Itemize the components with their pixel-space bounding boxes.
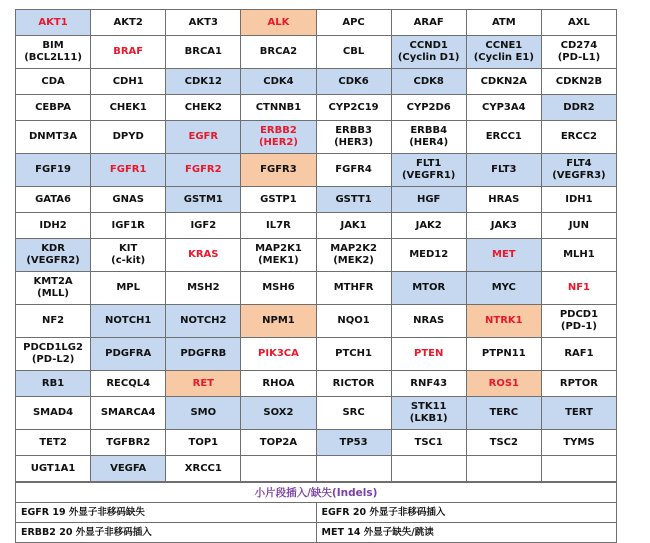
gene-name: SRC <box>342 407 365 418</box>
indel-item: EGFR 20 外显子非移码插入 <box>316 503 617 523</box>
gene-cell <box>91 121 166 154</box>
gene-cell <box>91 338 166 371</box>
gene-cell <box>241 338 316 371</box>
gene-name: AXL <box>568 16 590 28</box>
gene-name: TERT <box>565 407 593 418</box>
gene-alias: (VEGFR3) <box>552 170 606 181</box>
gene-cell <box>316 239 391 272</box>
gene-cell <box>541 430 616 456</box>
gene-cell <box>541 305 616 338</box>
gene-cell <box>316 36 391 69</box>
gene-cell <box>466 95 541 121</box>
gene-cell <box>391 36 466 69</box>
gene-row <box>16 338 617 371</box>
gene-cell <box>241 305 316 338</box>
gene-name: JAK3 <box>490 219 517 231</box>
gene-name: PDCD1 <box>559 309 599 320</box>
gene-name: TGFBR2 <box>106 436 151 448</box>
gene-name: CDKN2B <box>555 75 603 87</box>
gene-cell <box>16 121 91 154</box>
gene-cell <box>16 456 91 482</box>
gene-name: ERBB3 <box>335 125 372 136</box>
empty-cell <box>541 456 616 482</box>
gene-cell <box>166 36 241 69</box>
gene-cell <box>316 213 391 239</box>
gene-row <box>16 305 617 338</box>
gene-cell <box>166 397 241 430</box>
gene-name: GSTM1 <box>183 193 223 205</box>
gene-cell <box>16 338 91 371</box>
gene-cell <box>16 154 91 187</box>
gene-name: NF2 <box>41 315 65 326</box>
indel-item: ERBB2 20 外显子非移码插入 <box>16 523 317 543</box>
indel-row <box>16 503 617 523</box>
gene-name: FGFR4 <box>335 164 372 175</box>
gene-name: XRCC1 <box>184 462 222 474</box>
gene-cell <box>166 121 241 154</box>
gene-cell <box>241 430 316 456</box>
gene-cell <box>91 371 166 397</box>
gene-cell <box>16 430 91 456</box>
gene-alias: (MEK1) <box>258 255 299 266</box>
gene-name: MYC <box>491 282 516 293</box>
gene-cell <box>541 272 616 305</box>
gene-name: FLT3 <box>491 164 517 175</box>
gene-cell <box>316 121 391 154</box>
gene-cell <box>166 213 241 239</box>
gene-cell <box>16 213 91 239</box>
gene-cell <box>391 187 466 213</box>
gene-name: RPTOR <box>559 377 598 389</box>
gene-cell <box>16 272 91 305</box>
gene-cell <box>91 154 166 187</box>
gene-cell <box>166 95 241 121</box>
gene-name: AKT1 <box>38 16 68 28</box>
gene-alias: (PD-L1) <box>557 52 601 63</box>
gene-name: RHOA <box>262 377 295 389</box>
indel-item: EGFR 19 外显子非移码缺失 <box>16 503 317 523</box>
gene-name: DPYD <box>112 131 144 142</box>
gene-row <box>16 69 617 95</box>
gene-cell <box>541 95 616 121</box>
gene-cell <box>91 272 166 305</box>
gene-row <box>16 456 617 482</box>
gene-cell <box>466 121 541 154</box>
gene-alias: (HER3) <box>334 137 374 148</box>
gene-name: CDH1 <box>112 75 144 87</box>
gene-name: CCNE1 <box>485 40 523 51</box>
gene-name: TERC <box>489 407 519 418</box>
gene-name: GATA6 <box>35 193 72 205</box>
gene-name: PDGFRA <box>105 348 152 359</box>
gene-cell <box>316 69 391 95</box>
gene-row <box>16 154 617 187</box>
gene-name: SOX2 <box>263 407 294 418</box>
gene-cell <box>166 10 241 36</box>
gene-name: CBL <box>342 46 365 57</box>
gene-name: FLT4 <box>566 158 592 169</box>
gene-cell <box>16 305 91 338</box>
gene-cell <box>466 10 541 36</box>
gene-cell <box>91 213 166 239</box>
gene-name: TOP1 <box>188 436 219 448</box>
gene-row <box>16 239 617 272</box>
gene-name: MTOR <box>412 282 446 293</box>
gene-cell <box>91 36 166 69</box>
empty-cell <box>316 456 391 482</box>
gene-cell <box>166 187 241 213</box>
gene-name: NF1 <box>567 282 591 293</box>
gene-name: NTRK1 <box>485 315 523 326</box>
gene-name: NOTCH2 <box>180 315 227 326</box>
gene-name: MSH6 <box>262 282 295 293</box>
gene-name: SMAD4 <box>32 407 74 418</box>
gene-cell <box>91 95 166 121</box>
gene-cell <box>166 154 241 187</box>
gene-name: PIK3CA <box>258 348 299 359</box>
gene-name: RICTOR <box>332 377 375 389</box>
gene-name: SMARCA4 <box>100 407 156 418</box>
gene-cell <box>466 272 541 305</box>
gene-cell <box>541 371 616 397</box>
gene-name: ERBB2 <box>260 125 297 136</box>
gene-cell <box>166 272 241 305</box>
gene-name: KRAS <box>188 249 219 260</box>
gene-cell <box>466 371 541 397</box>
gene-name: HGF <box>416 193 441 205</box>
gene-name: NPM1 <box>262 315 295 326</box>
gene-cell <box>541 187 616 213</box>
gene-name: TYMS <box>563 436 595 448</box>
gene-name: CTNNB1 <box>255 101 302 113</box>
gene-cell <box>466 213 541 239</box>
gene-alias: (PD-L2) <box>31 354 75 365</box>
gene-name: NRAS <box>413 315 445 326</box>
gene-name: KDR <box>41 243 65 254</box>
gene-cell <box>466 305 541 338</box>
gene-row <box>16 397 617 430</box>
gene-cell <box>16 371 91 397</box>
gene-row <box>16 187 617 213</box>
gene-cell <box>541 154 616 187</box>
gene-cell <box>241 36 316 69</box>
gene-name: TET2 <box>39 436 67 448</box>
gene-cell <box>316 371 391 397</box>
gene-row <box>16 371 617 397</box>
gene-name: FLT1 <box>416 158 442 169</box>
gene-name: KIT <box>119 243 138 254</box>
gene-name: NQO1 <box>337 315 370 326</box>
gene-cell <box>16 10 91 36</box>
gene-cell <box>541 397 616 430</box>
gene-alias: (PD-1) <box>560 321 597 332</box>
gene-cell <box>91 305 166 338</box>
gene-cell <box>91 430 166 456</box>
gene-name: ARAF <box>413 16 444 28</box>
gene-cell <box>16 397 91 430</box>
gene-cell <box>391 154 466 187</box>
gene-cell <box>391 69 466 95</box>
empty-cell <box>241 456 316 482</box>
gene-cell <box>541 121 616 154</box>
gene-name: RNF43 <box>410 377 448 389</box>
gene-cell <box>241 272 316 305</box>
gene-name: KMT2A <box>33 276 73 287</box>
gene-name: RECQL4 <box>106 377 151 389</box>
gene-name: CDKN2A <box>480 75 528 87</box>
gene-name: CCND1 <box>409 40 448 51</box>
gene-cell <box>166 305 241 338</box>
gene-cell <box>541 338 616 371</box>
gene-cell <box>466 154 541 187</box>
gene-name: UGT1A1 <box>30 462 76 474</box>
gene-name: FGFR1 <box>109 164 147 175</box>
gene-name: RET <box>192 377 214 389</box>
indel-title-row <box>16 483 617 503</box>
gene-name: AKT3 <box>188 16 218 28</box>
gene-name: MTHFR <box>333 282 374 293</box>
gene-cell <box>241 121 316 154</box>
gene-name: PTPN11 <box>481 348 526 359</box>
gene-name: BRCA1 <box>184 46 222 57</box>
gene-cell <box>391 397 466 430</box>
gene-cell <box>241 69 316 95</box>
gene-name: MAP2K2 <box>330 243 377 254</box>
gene-cell <box>91 69 166 95</box>
gene-alias: (Cyclin E1) <box>473 52 534 63</box>
gene-name: TSC1 <box>414 436 443 448</box>
gene-name: ERBB4 <box>410 125 448 136</box>
gene-name: IGF1R <box>111 219 145 231</box>
gene-cell <box>241 213 316 239</box>
gene-cell <box>166 430 241 456</box>
gene-cell <box>466 338 541 371</box>
gene-panel <box>15 9 617 543</box>
indel-item: MET 14 外显子缺失/跳读 <box>316 523 617 543</box>
gene-name: IDH1 <box>565 193 593 205</box>
gene-name: BRCA2 <box>259 46 298 57</box>
gene-name: DNMT3A <box>28 131 78 142</box>
gene-cell <box>316 305 391 338</box>
gene-name: PDGFRB <box>180 348 227 359</box>
gene-cell <box>541 213 616 239</box>
gene-name: CYP3A4 <box>482 101 526 113</box>
gene-name: RAF1 <box>564 348 594 359</box>
gene-name: IL7R <box>266 219 291 231</box>
gene-cell <box>391 371 466 397</box>
gene-name: HRAS <box>488 193 520 205</box>
gene-cell <box>316 187 391 213</box>
gene-cell <box>316 272 391 305</box>
gene-name: TOP2A <box>259 436 298 448</box>
gene-cell <box>166 371 241 397</box>
gene-cell <box>91 187 166 213</box>
gene-alias: (VEGFR2) <box>26 255 80 266</box>
gene-name: JAK1 <box>340 219 367 231</box>
gene-row <box>16 10 617 36</box>
gene-name: MLH1 <box>563 249 595 260</box>
gene-cell <box>391 121 466 154</box>
gene-cell <box>316 430 391 456</box>
gene-name: CDK8 <box>413 75 444 87</box>
gene-name: ATM <box>491 16 516 28</box>
gene-name: MPL <box>116 282 141 293</box>
gene-cell <box>91 397 166 430</box>
gene-cell <box>466 239 541 272</box>
gene-name: PTCH1 <box>335 348 372 359</box>
gene-name: SMO <box>190 407 217 418</box>
gene-name: IDH2 <box>39 219 67 231</box>
gene-name: FGFR3 <box>260 164 297 175</box>
gene-alias: (LKB1) <box>409 413 448 424</box>
gene-name: MET <box>492 249 516 260</box>
gene-name: AKT2 <box>113 16 143 28</box>
gene-cell <box>241 239 316 272</box>
gene-name: CHEK1 <box>109 101 147 113</box>
gene-cell <box>391 213 466 239</box>
gene-cell <box>391 239 466 272</box>
gene-name: GNAS <box>112 193 144 205</box>
gene-name: TSC2 <box>489 436 518 448</box>
empty-cell <box>391 456 466 482</box>
gene-row <box>16 213 617 239</box>
gene-name: CYP2D6 <box>406 101 451 113</box>
gene-cell <box>316 10 391 36</box>
gene-name: JAK2 <box>415 219 442 231</box>
gene-name: ROS1 <box>488 377 519 389</box>
gene-alias: (BCL2L11) <box>24 52 82 63</box>
gene-row <box>16 121 617 154</box>
gene-cell <box>541 239 616 272</box>
gene-cell <box>316 397 391 430</box>
gene-cell <box>241 95 316 121</box>
gene-cell <box>316 154 391 187</box>
gene-cell <box>391 10 466 36</box>
gene-name: NOTCH1 <box>105 315 152 326</box>
gene-row <box>16 272 617 305</box>
indel-title: 小片段插入/缺失(Indels) <box>16 483 617 503</box>
gene-name: TP53 <box>339 436 368 448</box>
gene-row <box>16 430 617 456</box>
gene-name: DDR2 <box>563 101 595 113</box>
gene-alias: (Cyclin D1) <box>397 52 460 63</box>
gene-cell <box>466 69 541 95</box>
gene-name: GSTT1 <box>335 193 372 205</box>
gene-name: PDCD1LG2 <box>23 342 83 353</box>
gene-cell <box>316 338 391 371</box>
gene-name: FGFR2 <box>185 164 222 175</box>
gene-cell <box>541 10 616 36</box>
gene-name: VEGFA <box>110 462 147 474</box>
gene-cell <box>391 430 466 456</box>
gene-name: IGF2 <box>190 219 217 231</box>
gene-name: CEBPA <box>35 101 72 113</box>
gene-cell <box>16 187 91 213</box>
gene-name: CHEK2 <box>184 101 222 113</box>
gene-name: RB1 <box>41 377 65 389</box>
gene-cell <box>241 371 316 397</box>
gene-cell <box>466 430 541 456</box>
gene-name: MSH2 <box>187 282 220 293</box>
gene-name: CDK12 <box>184 75 222 87</box>
gene-cell <box>466 36 541 69</box>
gene-alias: (HER2) <box>258 137 298 148</box>
gene-row <box>16 95 617 121</box>
gene-cell <box>391 272 466 305</box>
gene-name: JUN <box>568 219 590 231</box>
indel-table <box>15 482 617 543</box>
gene-cell <box>16 36 91 69</box>
empty-cell <box>466 456 541 482</box>
gene-cell <box>541 36 616 69</box>
gene-cell <box>241 397 316 430</box>
gene-name: CYP2C19 <box>328 101 379 113</box>
gene-name: APC <box>342 16 365 28</box>
gene-name: BIM <box>42 40 64 51</box>
gene-cell <box>316 95 391 121</box>
gene-cell <box>391 305 466 338</box>
gene-alias: (c-kit) <box>111 255 146 266</box>
gene-cell <box>391 95 466 121</box>
gene-name: CD274 <box>560 40 598 51</box>
gene-cell <box>16 69 91 95</box>
gene-name: STK11 <box>410 401 447 412</box>
gene-cell <box>166 239 241 272</box>
gene-cell <box>541 69 616 95</box>
gene-cell <box>91 10 166 36</box>
gene-name: ERCC1 <box>485 131 522 142</box>
gene-table <box>15 9 617 482</box>
gene-name: FGF19 <box>35 164 71 175</box>
gene-name: BRAF <box>113 46 144 57</box>
gene-row <box>16 36 617 69</box>
gene-cell <box>166 456 241 482</box>
gene-cell <box>241 187 316 213</box>
gene-name: PTEN <box>414 348 444 359</box>
gene-alias: (MEK2) <box>333 255 374 266</box>
gene-cell <box>241 10 316 36</box>
gene-cell <box>466 397 541 430</box>
indel-row <box>16 523 617 543</box>
gene-name: ALK <box>267 16 290 28</box>
gene-cell <box>166 69 241 95</box>
gene-alias: (HER4) <box>409 137 449 148</box>
gene-cell <box>16 239 91 272</box>
gene-name: ERCC2 <box>560 131 598 142</box>
gene-name: MAP2K1 <box>255 243 302 254</box>
gene-name: MED12 <box>409 249 449 260</box>
gene-alias: (VEGFR1) <box>401 170 456 181</box>
gene-name: CDA <box>41 75 65 87</box>
gene-name: GSTP1 <box>260 193 297 205</box>
gene-cell <box>166 338 241 371</box>
gene-name: EGFR <box>188 131 219 142</box>
gene-cell <box>466 187 541 213</box>
gene-cell <box>391 338 466 371</box>
gene-name: CDK4 <box>263 75 294 87</box>
gene-cell <box>91 456 166 482</box>
gene-alias: (MLL) <box>37 288 69 299</box>
gene-cell <box>16 95 91 121</box>
gene-cell <box>91 239 166 272</box>
gene-cell <box>241 154 316 187</box>
gene-name: CDK6 <box>338 75 369 87</box>
